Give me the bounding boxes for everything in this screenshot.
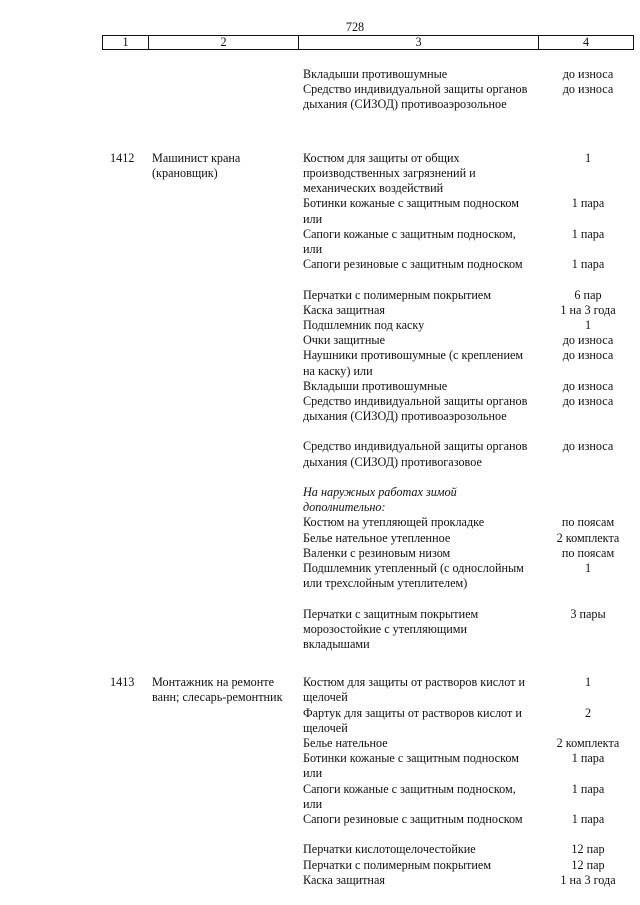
table-row xyxy=(0,531,640,546)
item-norm: до износа xyxy=(562,82,614,97)
item-norm: до износа xyxy=(562,333,614,348)
item-name: Сапоги кожаные с защитным подноском, или xyxy=(303,781,516,811)
item-norm: 12 пар xyxy=(571,857,605,872)
item-name: Перчатки с полимерным покрытием xyxy=(303,287,492,302)
item-norm: 1 xyxy=(584,317,592,332)
item-name: Костюм для защиты от растворов кислот и щелочей xyxy=(303,675,526,705)
table-row xyxy=(0,348,640,378)
section-note: На наружных работах зимой дополнительно: xyxy=(303,485,457,515)
item-norm: 1 пара xyxy=(571,751,605,766)
profession-title: Машинист крана (крановщик) xyxy=(152,150,241,180)
item-name: Подшлемник под каску xyxy=(303,317,425,332)
item-name: Фартук для защиты от растворов кислот и щелочей xyxy=(303,705,522,735)
table-row xyxy=(0,318,640,333)
table-row xyxy=(0,515,640,530)
table-row xyxy=(0,842,640,857)
column-header-2: 2 xyxy=(148,36,298,49)
item-name: Сапоги резиновые с защитным подноском xyxy=(303,257,523,272)
profession-title: Монтажник на ремонте ванн; слесарь-ремонтник xyxy=(152,675,283,705)
item-norm: 1 пара xyxy=(571,257,605,272)
item-name: Костюм на утепляющей прокладке xyxy=(303,515,485,530)
table-row xyxy=(0,151,640,197)
item-norm: 1 пара xyxy=(571,811,605,826)
item-norm: 1 xyxy=(584,150,592,165)
item-name: Ботинки кожаные с защитным подноском или xyxy=(303,751,519,781)
table-row xyxy=(0,873,640,888)
item-norm: 3 пары xyxy=(570,606,606,621)
profession-group xyxy=(0,151,640,652)
item-name: Средство индивидуальной защиты органов дыхания (СИЗОД) противоаэрозольное xyxy=(303,393,528,424)
table-row xyxy=(0,67,640,82)
table-body xyxy=(0,67,640,888)
item-name: Перчатки с защитным покрытием морозостойкие с утепляющими вкладышами xyxy=(303,606,479,652)
column-header-4: 4 xyxy=(538,36,633,49)
table-row xyxy=(0,288,640,303)
table-row xyxy=(0,706,640,736)
item-norm: 1 xyxy=(584,675,592,690)
item-norm: 2 xyxy=(584,705,592,720)
table-row xyxy=(0,196,640,226)
item-norm: 2 комплекта xyxy=(556,530,620,545)
item-name: Белье нательное xyxy=(303,735,388,750)
profession-code: 1412 xyxy=(110,150,135,165)
item-norm: 1 пара xyxy=(571,196,605,211)
item-name: Перчатки с полимерным покрытием xyxy=(303,857,492,872)
item-norm: 1 на 3 года xyxy=(560,302,616,317)
item-norm: 12 пар xyxy=(571,842,605,857)
table-row xyxy=(0,561,640,607)
table-row xyxy=(0,546,640,561)
item-norm: 1 на 3 года xyxy=(560,872,616,887)
item-norm: до износа xyxy=(562,393,614,408)
table-row xyxy=(0,227,640,257)
item-name: Костюм для защиты от общих производственных загрязнений и механических воздействий xyxy=(303,150,476,196)
table-row xyxy=(0,675,640,705)
item-name: Перчатки кислотощелочестойкие xyxy=(303,842,476,857)
table-row xyxy=(0,751,640,781)
item-norm: до износа xyxy=(562,348,614,363)
column-header-3: 3 xyxy=(298,36,538,49)
table-row xyxy=(0,303,640,318)
table-row xyxy=(0,858,640,873)
profession-group xyxy=(0,675,640,888)
item-norm: до износа xyxy=(562,439,614,454)
table-row xyxy=(0,736,640,751)
item-norm: 1 xyxy=(584,561,592,576)
table-row xyxy=(0,379,640,394)
table-row xyxy=(0,82,640,128)
table-row xyxy=(0,333,640,348)
item-norm: до износа xyxy=(562,378,614,393)
column-header-1: 1 xyxy=(122,35,129,49)
item-name: Белье нательное утепленное xyxy=(303,530,451,545)
item-name: Каска защитная xyxy=(303,302,385,317)
item-norm: по поясам xyxy=(561,515,615,530)
item-name: Ботинки кожаные с защитным подноском или xyxy=(303,196,519,226)
item-name: Вкладыши противошумные xyxy=(303,67,448,81)
page-number: 728 xyxy=(345,20,365,34)
item-norm: 6 пар xyxy=(574,287,602,302)
item-name: Наушники противошумные (с креплением на каску) или xyxy=(303,348,524,378)
table-row xyxy=(0,607,640,653)
table-row xyxy=(0,485,640,515)
item-name: Сапоги резиновые с защитным подноском xyxy=(303,811,523,826)
item-name: Валенки с резиновым низом xyxy=(303,545,451,560)
item-norm: до износа xyxy=(562,67,614,81)
table-row xyxy=(0,394,640,440)
item-name: Подшлемник утепленный (с однослойным или трехслойным утеплителем) xyxy=(303,561,524,591)
item-name: Сапоги кожаные с защитным подноском, или xyxy=(303,226,516,256)
table-header xyxy=(102,35,634,50)
table-row xyxy=(0,812,640,842)
table-row xyxy=(0,439,640,485)
item-norm: 2 комплекта xyxy=(556,735,620,750)
item-norm: по поясам xyxy=(561,545,615,560)
item-norm: 1 пара xyxy=(571,226,605,241)
item-norm: 1 пара xyxy=(571,781,605,796)
item-name: Вкладыши противошумные xyxy=(303,378,448,393)
profession-code: 1413 xyxy=(110,675,135,690)
table-row xyxy=(0,782,640,812)
item-name: Средство индивидуальной защиты органов дыхания (СИЗОД) противогазовое xyxy=(303,439,528,469)
item-name: Очки защитные xyxy=(303,333,385,348)
item-name: Каска защитная xyxy=(303,872,385,887)
table-row xyxy=(0,257,640,287)
item-name: Средство индивидуальной защиты органов дыхания (СИЗОД) противоаэрозольное xyxy=(303,82,528,112)
